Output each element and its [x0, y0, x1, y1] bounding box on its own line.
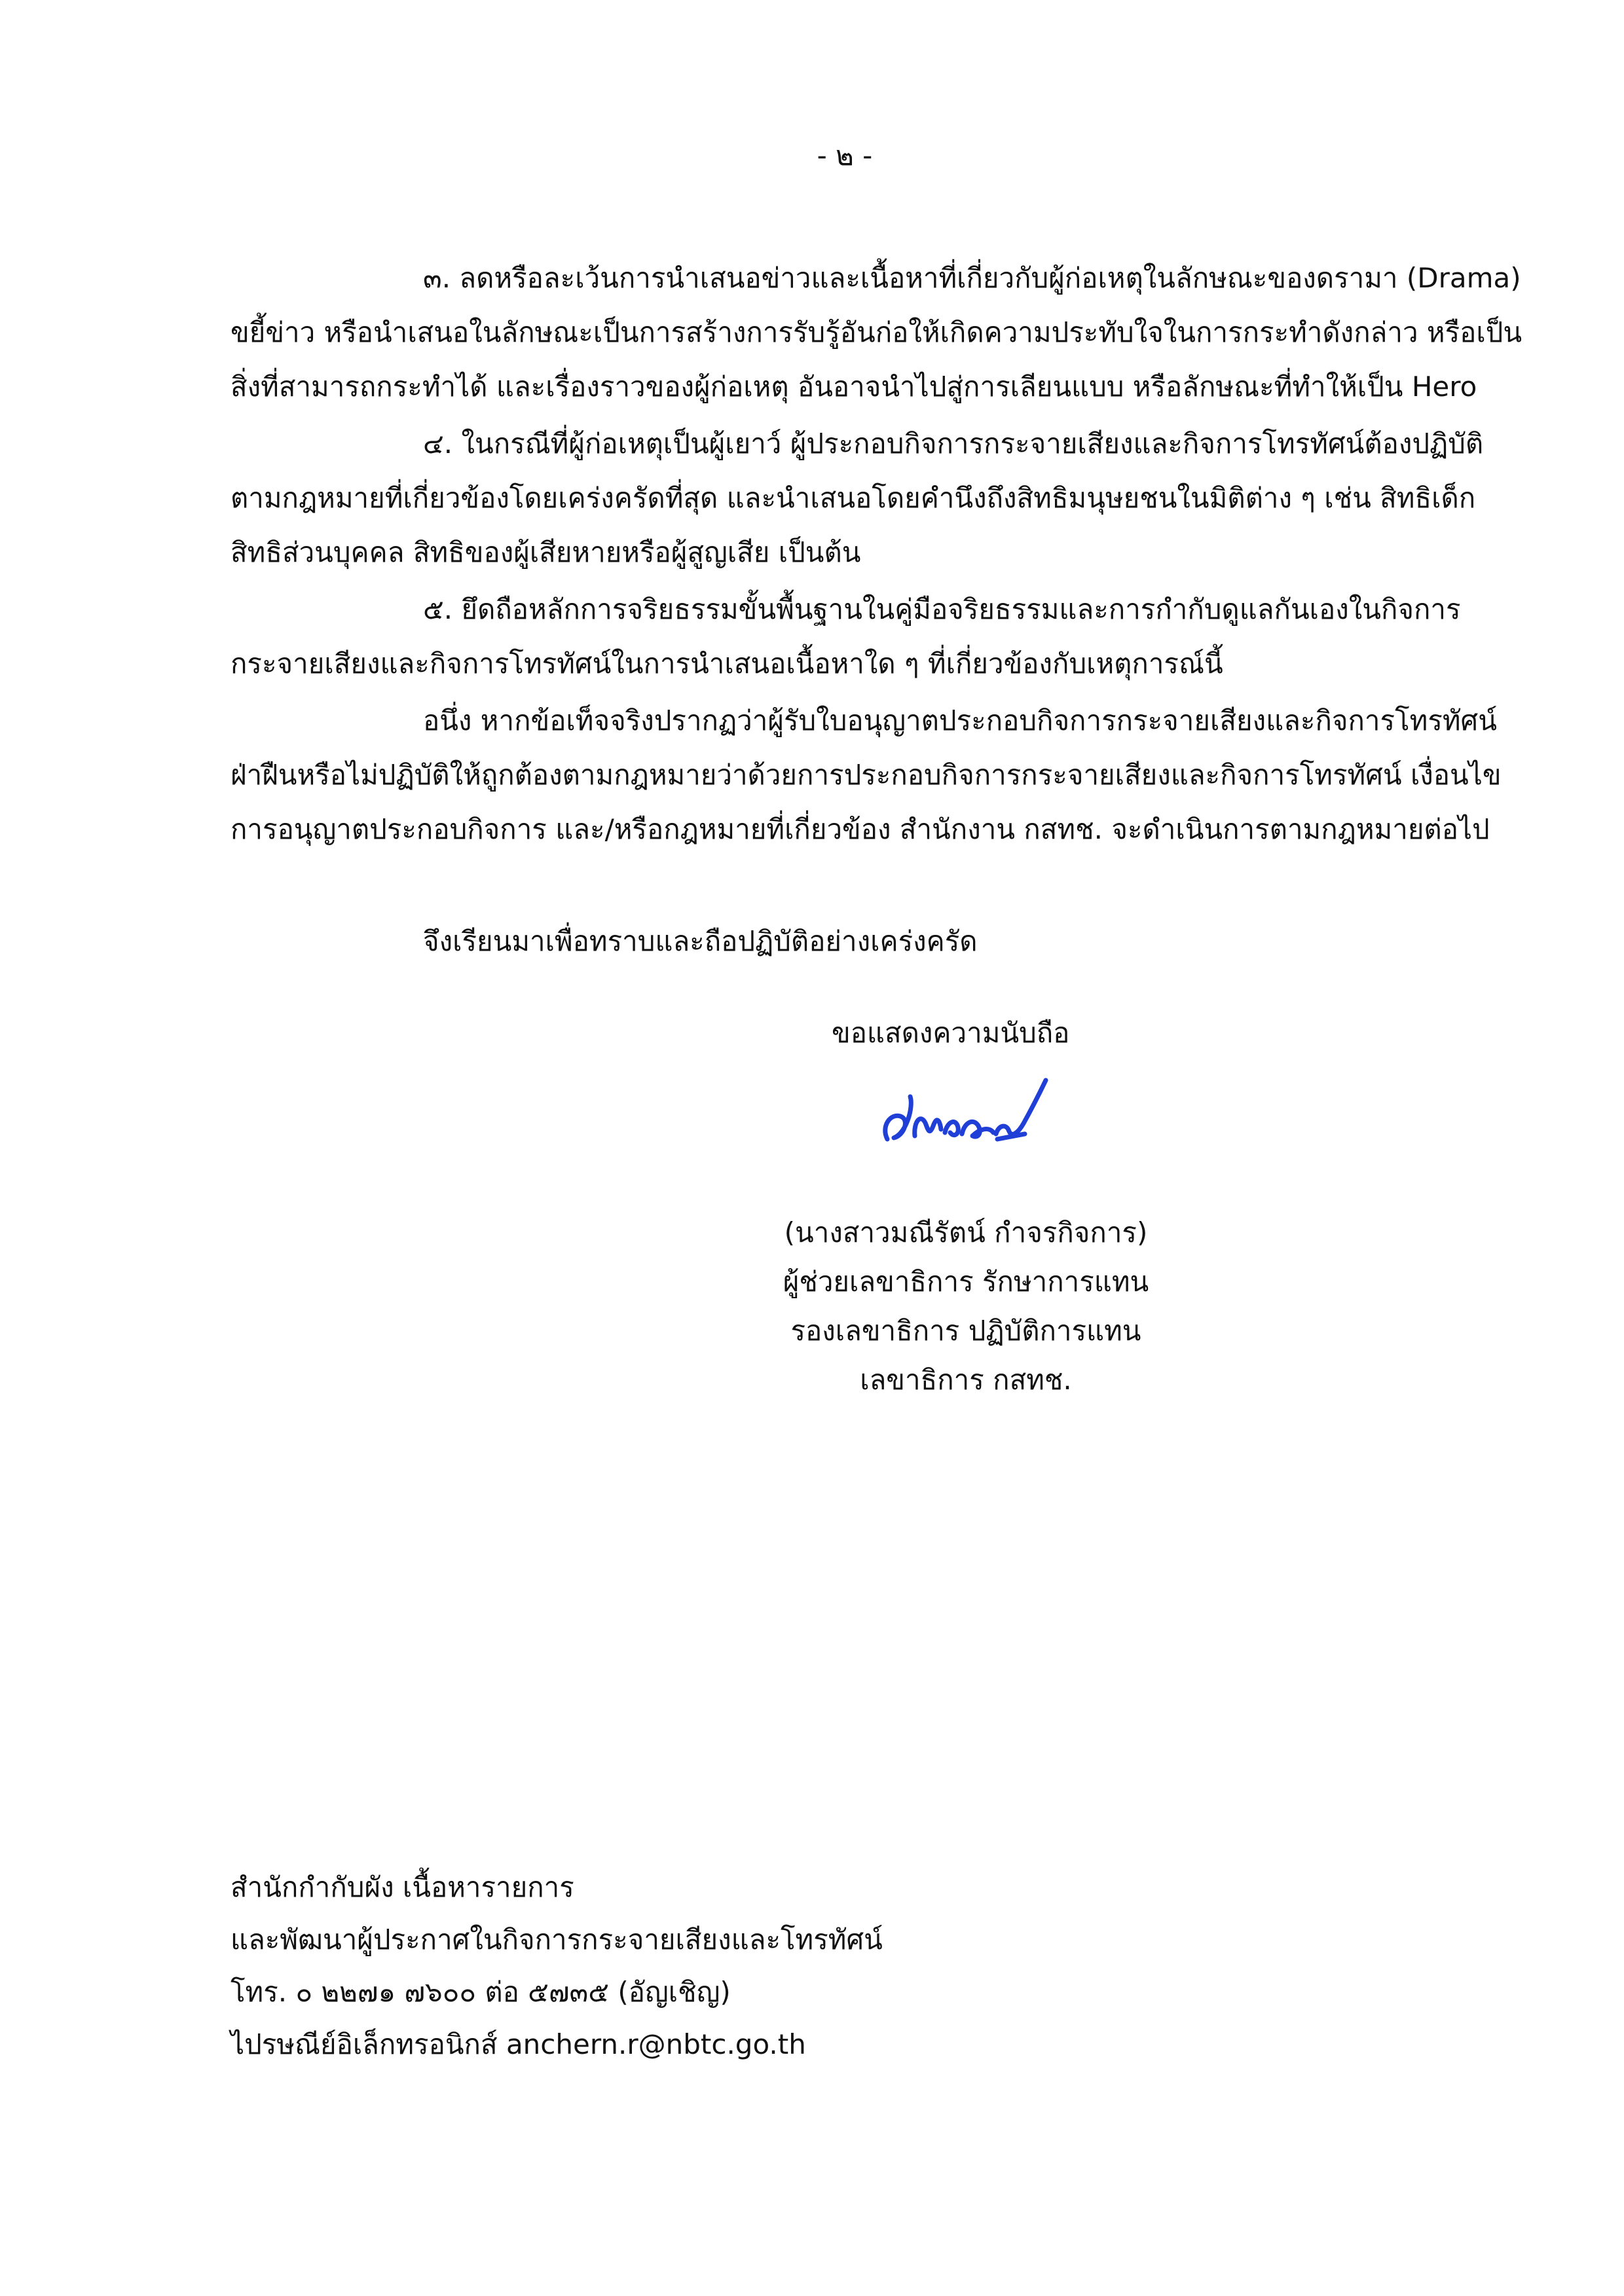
- footer-phone: โทร. ๐ ๒๒๗๑ ๗๖๐๐ ต่อ ๕๗๓๕ (อัญเชิญ): [231, 1976, 731, 2008]
- paragraph-6-line-3: การอนุญาตประกอบกิจการ และ/หรือกฎหมายที่เกี่ยวข้อง สำนักงาน กสทช. จะดำเนินการตามกฎหมายต่อไป: [231, 813, 1490, 845]
- handwritten-signature: [874, 1061, 1058, 1165]
- signatory-name: (นางสาวมณีรัตน์ กำจรกิจการ): [784, 1216, 1148, 1248]
- footer-department-2: และพัฒนาผู้ประกาศในกิจการกระจายเสียงและโทรทัศน์: [231, 1923, 883, 1956]
- paragraph-5-line-1: ๕. ยึดถือหลักการจริยธรรมขั้นพื้นฐานในคู่มือจริยธรรมและการกำกับดูแลกันเองในกิจการ: [423, 593, 1461, 625]
- signatory-title-1: ผู้ช่วยเลขาธิการ รักษาการแทน: [783, 1266, 1149, 1298]
- signatory-title-2: รองเลขาธิการ ปฏิบัติการแทน: [790, 1315, 1141, 1347]
- paragraph-3-line-1: ๓. ลดหรือละเว้นการนำเสนอข่าวและเนื้อหาที่เกี่ยวกับผู้ก่อเหตุในลักษณะของดรามา (Drama): [423, 262, 1521, 294]
- paragraph-4-line-3: สิทธิส่วนบุคคล สิทธิของผู้เสียหายหรือผู้สูญเสีย เป็นต้น: [231, 536, 861, 568]
- paragraph-4-line-1: ๔. ในกรณีที่ผู้ก่อเหตุเป็นผู้เยาว์ ผู้ประกอบกิจการกระจายเสียงและกิจการโทรทัศน์ต้องปฏิบัติ: [423, 428, 1484, 460]
- page-number: - ๒ -: [817, 139, 873, 172]
- signatory-title-3: เลขาธิการ กสทช.: [860, 1364, 1072, 1396]
- paragraph-6-line-1: อนึ่ง หากข้อเท็จจริงปรากฏว่าผู้รับใบอนุญาตประกอบกิจการกระจายเสียงและกิจการโทรทัศน์: [423, 704, 1497, 737]
- footer-email: ไปรษณีย์อิเล็กทรอนิกส์ anchern.r@nbtc.go.th: [231, 2028, 806, 2060]
- paragraph-3-line-2: ขยี้ข่าว หรือนำเสนอในลักษณะเป็นการสร้างการรับรู้อันก่อให้เกิดความประทับใจในการกระทำดังกล่าว หรือเป็น: [231, 316, 1522, 348]
- regards-line: ขอแสดงความนับถือ: [832, 1017, 1070, 1049]
- paragraph-3-line-3: สิ่งที่สามารถกระทำได้ และเรื่องราวของผู้ก่อเหตุ อันอาจนำไปสู่การเลียนแบบ หรือลักษณะที่ทำให้เป็น Hero: [231, 371, 1477, 403]
- signature-image: [874, 1061, 1058, 1168]
- footer-department-1: สำนักกำกับผัง เนื้อหารายการ: [231, 1871, 574, 1903]
- paragraph-6-line-2: ฝ่าฝืนหรือไม่ปฏิบัติให้ถูกต้องตามกฎหมายว่าด้วยการประกอบกิจการกระจายเสียงและกิจการโทรทัศน์ เงื่อนไข: [231, 759, 1502, 791]
- closing-statement: จึงเรียนมาเพื่อทราบและถือปฏิบัติอย่างเคร่งครัด: [423, 925, 978, 957]
- paragraph-5-line-2: กระจายเสียงและกิจการโทรทัศน์ในการนำเสนอเนื้อหาใด ๆ ที่เกี่ยวข้องกับเหตุการณ์นี้: [231, 647, 1223, 680]
- paragraph-4-line-2: ตามกฎหมายที่เกี่ยวข้องโดยเคร่งครัดที่สุด และนำเสนอโดยคำนึงถึงสิทธิมนุษยชนในมิติต่าง ๆ เช่น สิทธิเด็ก: [231, 482, 1476, 514]
